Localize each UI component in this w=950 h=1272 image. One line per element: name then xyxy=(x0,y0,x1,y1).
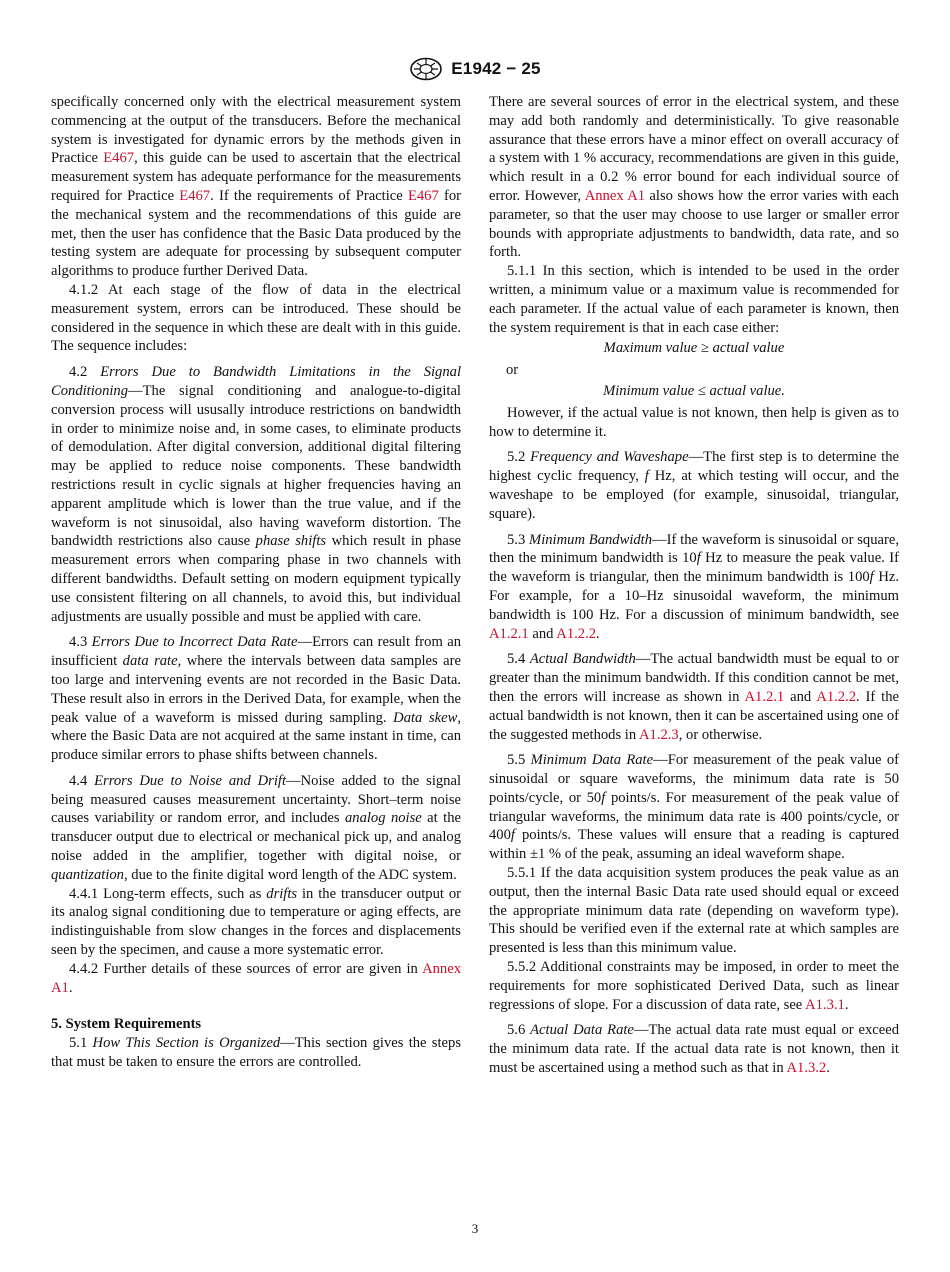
page-number: 3 xyxy=(471,1221,479,1236)
paragraph-4-2: 4.2 Errors Due to Bandwidth Limitations in the Signal Conditioning—The signal conditioning and analogue-to-digital conversion process will ususally introduce restrictions on bandwidth in order to minimize noise and, in some cases, to eliminate products of demodulation. After digital conversion, additional digital filtering may be applied to reduce noise components. These bandwidth restrictions result in cyclic signals at higher frequencies having an apparent amplitude which is lower than the true value, and if the waveform is not sinusoidal, also having waveform distortion. The bandwidth restrictions also cause phase shifts which result in phase measurement errors when comparing phase in two channels with different bandwidths. Default setting on modern equipment typically use consistent filtering on all channels, to avoid this, but individual adjustments are usually possible and must be applied with care. xyxy=(51,364,462,625)
paragraph-4-1-2: 4.1.2 At each stage of the flow of data in the electrical measurement system, errors can be introduced. These should be considered in the sequence in which these are dealt with in this guide. The sequence includes: xyxy=(51,281,461,355)
link-e467[interactable]: E467 xyxy=(407,187,439,204)
paragraph-5-4: 5.4 Actual Bandwidth—The actual bandwidth must be equal to or greater than the minimum bandwidth. If this condition cannot be met, then the errors will increase as shown in A1.2.1 and A1.2.2. If the actual bandwidth is not known, then it can be ascertained using one of the suggested methods in A1.2.3, or otherwise. xyxy=(489,651,900,743)
paragraph-5-6: 5.6 Actual Data Rate—The actual data rate must equal or exceed the minimum data rate. If the actual data rate is not known, then it must be ascertained using a method such as that in A1.3.2. xyxy=(489,1022,900,1077)
paragraph-5-5-1: 5.5.1 If the data acquisition system produces the peak value as an output, then the internal Basic Data rate used should equal or exceed the appropriate minimum data rate (depending on waveform type). This should be verified even if the external rate at which samples are presented is less than this minimum value. xyxy=(489,865,899,957)
link-a1-2-2[interactable]: A1.2.2 xyxy=(556,625,597,642)
link-a1-3-2[interactable]: A1.3.2 xyxy=(786,1060,827,1077)
link-e467[interactable]: E467 xyxy=(103,150,135,167)
equation-maximum: Maximum value ≥ actual value xyxy=(603,340,785,357)
section-heading: 5. System Requirements xyxy=(51,1016,202,1033)
link-a1-2-1[interactable]: A1.2.1 xyxy=(489,625,529,642)
astm-logo-icon xyxy=(409,57,443,81)
link-a1-2-1[interactable]: A1.2.1 xyxy=(744,688,785,705)
paragraph-5-5: 5.5 Minimum Data Rate—For measurement of the peak value of sinusoidal or square waveforms, the minimum data rate is 50 points/cycle, or 50f points/s. For measurement of the peak value of triangular waveforms, the minimum data rate is 400 points/cycle, or 400f points/s. These values will ensure that a reading is captured within ±1 % of the peak, assuming an ideal waveform shape. xyxy=(489,752,900,863)
paragraph-5-5-2: 5.5.2 Additional constraints may be imposed, in order to meet the requirements for more sophisticated Derived Data, such as linear regressions of slope. For a discussion of data rate, see A1.3.1. xyxy=(489,959,899,1013)
paragraph-4-4-1: 4.4.1 Long-term effects, such as drifts in the transducer output or its analog signal conditioning due to temperature or aging effects, are indistinguishable from slow changes in the forces and displacements seen by the specimen, and cause a more systematic error. xyxy=(51,885,461,959)
link-a1-2-3[interactable]: A1.2.3 xyxy=(638,726,679,743)
left-column xyxy=(51,93,461,1072)
page-header xyxy=(0,56,950,82)
paragraph-5-2: 5.2 Frequency and Waveshape—The first step is to determine the highest cyclic frequency, f Hz, at which testing will occur, and the waveshape to be employed (for example, sinusoidal, triangular, square). xyxy=(489,449,900,522)
link-a1-3-1[interactable]: A1.3.1 xyxy=(805,996,845,1013)
paragraph-5-1-1-note: However, if the actual value is not known, then help is given as to how to determine it. xyxy=(489,404,899,440)
paragraph-5-3: 5.3 Minimum Bandwidth—If the waveform is sinusoidal or square, then the minimum bandwidth is 10f Hz to measure the peak value. If the waveform is triangular, then the minimum bandwidth is 100f Hz. For example, for a 10–Hz sinusoidal waveform, the minimum bandwidth is 100 Hz. For a discussion of minimum bandwidth, see A1.2.1 and A1.2.2. xyxy=(489,531,899,642)
or-text: or xyxy=(506,362,519,379)
paragraph-4-3: 4.3 Errors Due to Incorrect Data Rate—Errors can result from an insufficient data rate, where the intervals between data samples are too large and intervening events are not recorded in the Basic Data. These result also in errors in the Derived Data, for example, when the peak value of a waveform is missed during sampling. Data skew, where the Basic Data are not acquired at the same instant in time, can produce similar errors to phase shifts between channels. xyxy=(51,634,461,764)
link-annex-a1[interactable]: Annex A1 xyxy=(51,960,461,996)
equation-minimum: Minimum value ≤ actual value. xyxy=(603,382,785,399)
paragraph-5-1: 5.1 How This Section is Organized—This section gives the steps that must be taken to ensure the errors are controlled. xyxy=(51,1035,461,1071)
paragraph-4-1-1-cont: specifically concerned only with the electrical measurement system commencing at the output of the transducers. Before the mechanical system is investigated for dynamic errors by the methods given in Practice E467, this guide can be used to ascertain that the electrical measurement system has adequate performance for the measurements required for Practice E467. If the requirements of Practice E467 for the mechanical system and the recommendations of this guide are met, then the user has confidence that the Basic Data produced by the testing system are adequate for processing by subsequent computer algorithms to produce further Derived Data. xyxy=(51,94,462,280)
link-a1-2-2[interactable]: A1.2.2 xyxy=(816,688,857,705)
right-column xyxy=(489,93,899,1078)
link-e467[interactable]: E467 xyxy=(179,187,211,204)
paragraph-5-1-cont: There are several sources of error in the electrical system, and these may add both randomly and deterministically. To give reasonable assurance that these errors have a minor effect on overall accuracy of a system with 1 % accuracy, recommendations are given in this guide, which result in a 0.2 % error bound for each individual source of error. However, Annex A1 also shows how the error varies with each parameter, so that the user may choose to use larger or smaller error bounds with appropriate adjustments to bandwidth, data rate, and so forth. xyxy=(489,94,899,261)
document-id: E1942 − 25 xyxy=(451,59,541,78)
paragraph-4-4-2: 4.4.2 Further details of these sources of error are given in Annex A1. xyxy=(51,960,461,996)
paragraph-4-4: 4.4 Errors Due to Noise and Drift—Noise added to the signal being measured causes measurement uncertainty. Short–term noise causes variability or random error, and includes analog noise at the transducer output due to electrical or mechanical pick up, and analog noise added in the amplifier, together with digital noise, or quantization, due to the finite digital word length of the ADC system. xyxy=(51,772,462,883)
link-annex-a1[interactable]: Annex A1 xyxy=(584,187,646,204)
paragraph-5-1-1: 5.1.1 In this section, which is intended to be used in the order written, a minimum value or a maximum value is recommended for each parameter. If the actual value of each parameter is known, then the system requirement is that in each case either: xyxy=(489,263,899,336)
